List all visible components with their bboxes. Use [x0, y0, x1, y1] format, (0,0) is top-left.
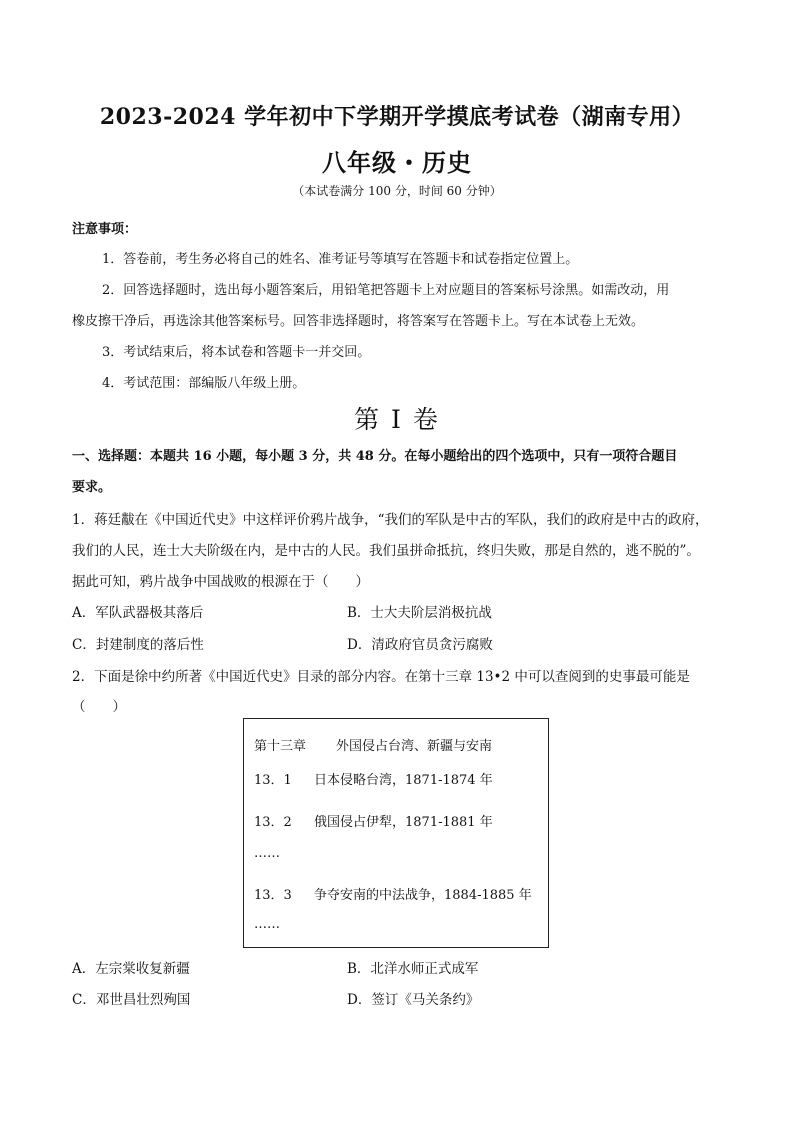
question-2-option-b[interactable]: B．北洋水师正式成军: [347, 961, 479, 977]
section-instruction-line1: 一、选择题：本题共 16 小题，每小题 3 分，共 48 分。在每小题给出的四个选项中，只有一项符合题目: [72, 449, 678, 464]
question-1-option-b[interactable]: B．士大夫阶层消极抗战: [347, 605, 492, 621]
toc-excerpt-box: [243, 718, 549, 948]
notice-item-2: 2．回答选择题时，选出每小题答案后，用铅笔把答题卡上对应题目的答案标号涂黑。如需改动，用: [102, 283, 670, 298]
toc-entry-1-number: 13．1: [254, 773, 292, 788]
toc-entry-2: [254, 811, 493, 830]
notice-item-1: 1．答卷前，考生务必将自己的姓名、准考证号等填写在答题卡和试卷指定位置上。: [102, 252, 579, 267]
question-1-option-c[interactable]: C．封建制度的落后性: [72, 637, 204, 653]
section-title: 第 I 卷: [354, 405, 440, 434]
question-2-line1: 2．下面是徐中约所著《中国近代史》目录的部分内容。在第十三章 13•2 中可以查阅到的史事最可能是: [72, 669, 690, 685]
notice-item-4: 4．考试范围：部编版八年级上册。: [102, 376, 306, 391]
question-2-line2: （ ）: [72, 699, 126, 715]
toc-entry-3: [254, 884, 532, 903]
notice-item-2-cont: 橡皮擦干净后，再选涂其他答案标号。回答非选择题时，将答案写在答题卡上。写在本试卷上无效。: [72, 314, 645, 329]
toc-ellipsis-1: ……: [254, 846, 280, 861]
toc-entry-2-number: 13．2: [254, 815, 292, 830]
notice-item-3: 3．考试结束后，将本试卷和答题卡一并交回。: [102, 345, 371, 360]
toc-entry-3-text: 争夺安南的中法战争，1884-1885 年: [314, 888, 532, 903]
question-1-option-a[interactable]: A．军队武器极其落后: [72, 605, 204, 621]
toc-entry-3-number: 13．3: [254, 888, 292, 903]
notice-heading: 注意事项：: [72, 222, 138, 237]
exam-title: 2023-2024 学年初中下学期开学摸底考试卷（湖南专用）: [99, 104, 695, 130]
toc-chapter-row: [254, 735, 492, 754]
question-2-option-d[interactable]: D．签订《马关条约》: [347, 992, 480, 1008]
toc-chapter-title: 外国侵占台湾、新疆与安南: [336, 739, 493, 754]
toc-ellipsis-2: ……: [254, 917, 280, 932]
question-2-option-a[interactable]: A．左宗棠收复新疆: [72, 961, 190, 977]
question-1-option-d[interactable]: D．清政府官员贪污腐败: [347, 637, 493, 653]
question-2-option-c[interactable]: C．邓世昌壮烈殉国: [72, 992, 191, 1008]
toc-entry-1: [254, 769, 493, 788]
section-instruction-line2: 要求。: [72, 480, 112, 495]
toc-chapter-label: 第十三章: [254, 739, 307, 754]
question-1-line1: 1．蒋廷黻在《中国近代史》中这样评价鸦片战争，“我们的军队是中古的军队，我们的政府是中古的政府，: [72, 512, 709, 528]
question-1-line3: 据此可知，鸦片战争中国战败的根源在于（ ）: [72, 574, 369, 590]
exam-subtitle: 八年级・历史: [322, 148, 472, 177]
exam-note: （本试卷满分 100 分，时间 60 分钟）: [292, 184, 502, 198]
toc-entry-2-text: 俄国侵占伊犁，1871-1881 年: [314, 815, 493, 830]
question-1-line2: 我们的人民，连士大夫阶级在内，是中古的人民。我们虽拼命抵抗，终归失败，那是自然的，逃不脱的”。: [72, 543, 700, 559]
toc-entry-1-text: 日本侵略台湾，1871-1874 年: [314, 773, 493, 788]
